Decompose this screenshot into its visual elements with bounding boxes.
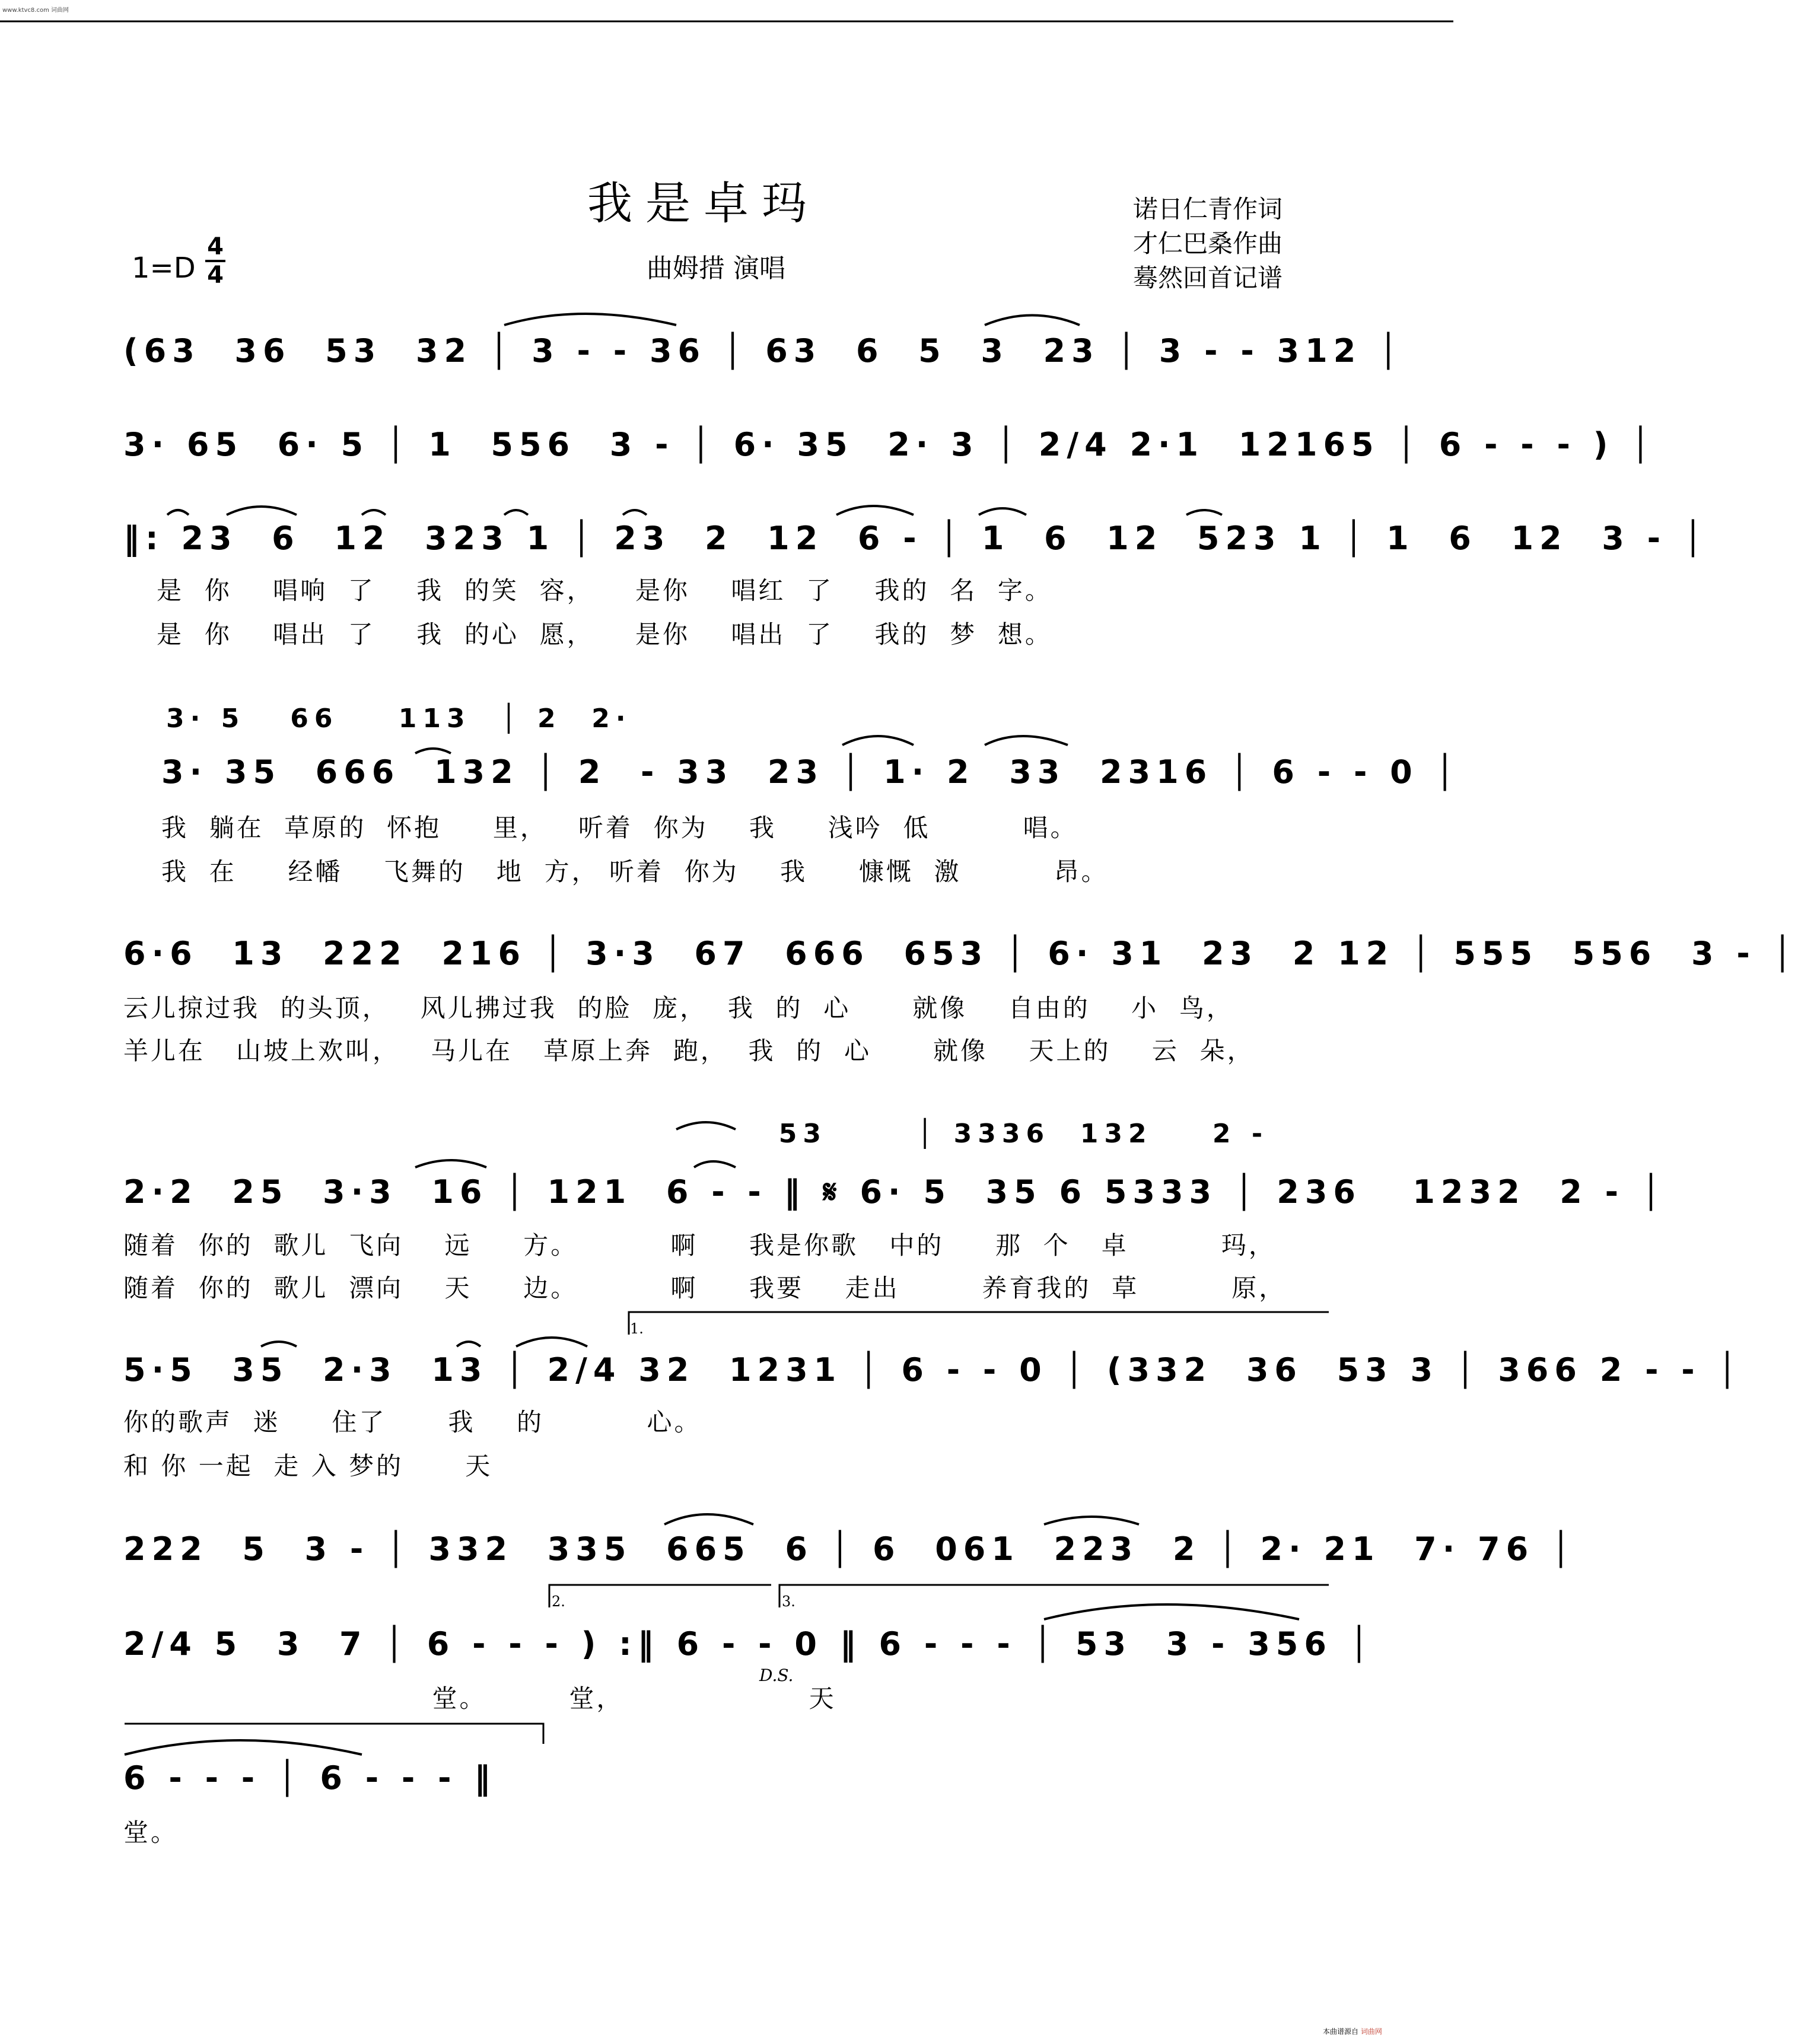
- slur: [1044, 1517, 1139, 1524]
- lyrics-verse-1: 你的歌声 迷 住了 我 的 心。: [123, 1408, 702, 1437]
- slur: [227, 507, 297, 515]
- lyrics-verse-2: 是 你 唱出 了 我 的心 愿， 是你 唱出 了 我的 梦 想。: [157, 620, 1052, 649]
- composer-credit: 才仁巴桑作曲: [1133, 229, 1283, 258]
- volta-1-bracket: [629, 1312, 1329, 1335]
- footer: [1323, 2026, 1382, 2036]
- slur: [362, 510, 386, 515]
- volta-1-label: 1.: [630, 1320, 644, 1337]
- song-title: 我是卓玛: [587, 177, 820, 230]
- lyrics-line: 堂。: [123, 1818, 179, 1847]
- notes-row: 222 5 3 - │ 332 335 665 6 │ 6 061 223 2 │ 2· 21 7· 76 │: [123, 1530, 1577, 1568]
- lyricist-credit: 诺日仁青作词: [1133, 195, 1283, 224]
- slur: [985, 316, 1080, 326]
- lyrics-verse-2: 我 在 经幡 飞舞的 地 方， 听着 你为 我 慷慨 激 昂。: [161, 857, 1109, 886]
- slur: [261, 1342, 297, 1346]
- notes-row: ‖: 23 6 12 323 1 │ 23 2 12 6 - │ 1 6 12 523 1 │ 1 6 12 3 - │: [123, 520, 1709, 557]
- key-signature: 1=D: [132, 251, 196, 285]
- ossia-row: 53 │ 3336 132 2 -: [178, 1119, 1269, 1149]
- time-signature-bottom: 4: [207, 262, 224, 289]
- slur: [516, 1338, 587, 1346]
- notes-row: 2/4 5 3 7 │ 6 - - - ) :‖ 6 - - 0 ‖ 6 - - - │ 53 3 - 356 │: [123, 1625, 1375, 1663]
- slur: [125, 1740, 362, 1755]
- ossia-row: 3· 5 66 113 │ 2 2·: [166, 703, 632, 734]
- lyrics-verse-1: 我 躺在 草原的 怀抱 里， 听着 你为 我 浅吟 低 唱。: [161, 813, 1078, 842]
- slur: [1044, 1604, 1299, 1619]
- volta-3-label: 3.: [782, 1593, 795, 1610]
- volta-2-label: 2.: [552, 1593, 565, 1610]
- footer-site[interactable]: 词曲网: [1360, 2027, 1382, 2036]
- notes-row: 6 - - - │ 6 - - - ‖: [123, 1759, 497, 1797]
- volta-3-continuation: [125, 1724, 543, 1744]
- notes-row: 6·6 13 222 216 │ 3·3 67 666 653 │ 6· 31 23 2 12 │ 555 556 3 - │: [123, 935, 1798, 972]
- lyrics-verse-1: 是 你 唱响 了 我 的笑 容， 是你 唱红 了 我的 名 字。: [157, 576, 1052, 605]
- slur: [1186, 510, 1222, 515]
- lyrics-verse-1: 随着 你的 歌儿 飞向 远 方。 啊 我是你歌 中的 那 个 卓 玛，: [123, 1231, 1276, 1260]
- notes-row: 2·2 25 3·3 16 │ 121 6 - - ‖ 𝄋 6· 5 35 6 5333 │ 236 1232 2 - │: [123, 1173, 1667, 1211]
- notes-row: 3· 35 666 132 │ 2 - 33 23 │ 1· 2 33 2316 │ 6 - - 0 │: [161, 753, 1461, 791]
- slur: [167, 510, 189, 515]
- slur: [664, 1514, 753, 1524]
- slur: [676, 1122, 736, 1129]
- lyrics-verse-2: 羊儿在 山坡上欢叫， 马儿在 草原上奔 跑， 我 的 心 就像 天上的 云 朵，: [123, 1036, 1255, 1065]
- lyrics-verse-2: 随着 你的 歌儿 漂向 天 边。 啊 我要 走出 养育我的 草 原，: [123, 1273, 1287, 1303]
- slur: [694, 1161, 736, 1167]
- volta-3-bracket: [779, 1585, 1329, 1607]
- slur: [979, 508, 1026, 515]
- lyrics-line: 堂。 堂， 天: [123, 1684, 836, 1713]
- transcriber-credit: 蓦然回首记谱: [1133, 263, 1283, 292]
- footer-source: 本曲谱源自: [1323, 2027, 1359, 2036]
- notes-row: 3· 65 6· 5 │ 1 556 3 - │ 6· 35 2· 3 │ 2/4 2·1 12165 │ 6 - - - ) │: [123, 426, 1656, 463]
- site-url[interactable]: www.ktvc8.com 词曲网: [2, 7, 69, 14]
- slur: [623, 510, 647, 515]
- singer-line: 曲姆措 演唱: [647, 253, 785, 284]
- slur: [415, 749, 451, 753]
- time-signature-top: 4: [205, 234, 225, 262]
- slur: [842, 736, 914, 745]
- lyrics-verse-2: 和 你 一起 走 入 梦的 天: [123, 1451, 493, 1481]
- volta-2-bracket: [549, 1585, 771, 1607]
- slur: [985, 736, 1068, 745]
- slur: [836, 506, 914, 515]
- slur: [415, 1160, 486, 1167]
- notes-row: (63 36 53 32 │ 3 - - 36 │ 63 6 5 3 23 │ 3 - - 312 │: [123, 332, 1404, 370]
- ds-marker: D.S.: [759, 1666, 794, 1685]
- slur: [457, 1342, 480, 1346]
- slur: [504, 314, 676, 325]
- lyrics-verse-1: 云儿掠过我 的头顶， 风儿拂过我 的脸 庞， 我 的 心 就像 自由的 小 鸟，: [123, 994, 1234, 1023]
- notes-row: 5·5 35 2·3 13 │ 2/4 32 1231 │ 6 - - 0 │ (332 36 53 3 │ 366 2 - - │: [123, 1351, 1743, 1389]
- slur: [504, 510, 528, 515]
